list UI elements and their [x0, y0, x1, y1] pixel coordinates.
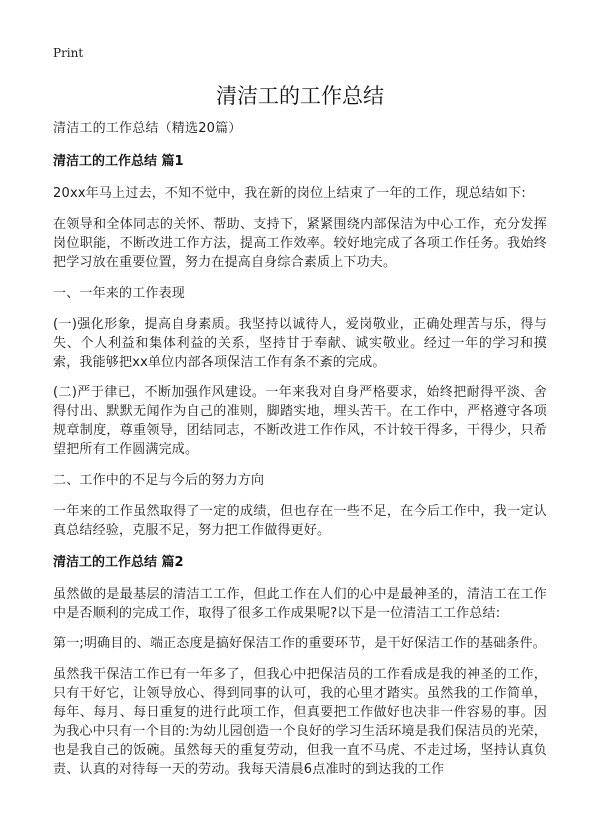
paragraph: 虽然做的是最基层的清洁工工作，但此工作在人们的心中是最神圣的，清洁工在工作中是否顺利的完成工作，取得了很多工作成果呢?以下是一位清洁工工作总结:	[53, 587, 547, 621]
section-heading-1: 清洁工的工作总结 篇1	[53, 154, 184, 169]
paragraph: 虽然我干保洁工作已有一年多了，但我心中把保洁员的工作看成是我的神圣的工作，只有干好它，让领导放心、得到同事的认可，我的心里才踏实。虽然我的工作简单，每年、每月、每日重复的进行此项工作，但真要把工作做好也决非一件容易的事。因为我心中只有一个目的:为幼儿园创造一个良好的学习生活环境是我们保洁员的光荣，也是我自己的饭碗。虽然每天的重复劳动，但我一直不马虎、不走过场，坚持认真负责、认真的对待每一天的劳动。我每天清晨6点准时的到达我的工作	[53, 667, 547, 777]
paragraph: (二)严于律已，不断加强作风建设。一年来我对自身严格要求，始终把耐得平淡、舍得付出、默默无闻作为自己的准则，脚踏实地，埋头苦干。在工作中，严格遵守各项规章制度，尊重领导，团结同志，不断改进工作作风，不计较干得多，干得少，只希望把所有工作圆满完成。	[53, 385, 547, 457]
paragraph: 20xx年马上过去，不知不觉中，我在新的岗位上结束了一年的工作，现总结如下:	[53, 186, 526, 201]
paragraph: 在领导和全体同志的关怀、帮助、支持下，紧紧围绕内部保洁为中心工作，充分发挥岗位职能，不断改进工作方法，提高工作效率。较好地完成了各项工作任务。我始终把学习放在重要位置，努力在提高自身综合素质上下功夫。	[53, 217, 547, 270]
document-title: 清洁工的工作总结	[216, 84, 384, 108]
print-link[interactable]: Print	[53, 46, 84, 60]
subheading: 二、工作中的不足与今后的努力方向	[53, 473, 265, 488]
document-subtitle: 清洁工的工作总结（精选20篇）	[53, 121, 242, 136]
paragraph: 一年来的工作虽然取得了一定的成绩，但也存在一些不足，在今后工作中，我一定认真总结经验，克服不足，努力把工作做得更好。	[53, 504, 547, 538]
section-heading-2: 清洁工的工作总结 篇2	[53, 555, 184, 570]
paragraph: 第一;明确目的、端正态度是搞好保洁工作的重要环节，是干好保洁工作的基础条件。	[53, 636, 546, 651]
document-body	[53, 119, 547, 779]
subheading: 一、一年来的工作表现	[53, 286, 186, 301]
paragraph: (一)强化形象，提高自身素质。我坚持以诚待人，爱岗敬业，正确处理苦与乐，得与失、个人利益和集体利益的关系，坚持甘于奉献、诚实敬业。经过一年的学习和摸索，我能够把xx单位内部各项保洁工作有条不紊的完成。	[53, 317, 547, 370]
